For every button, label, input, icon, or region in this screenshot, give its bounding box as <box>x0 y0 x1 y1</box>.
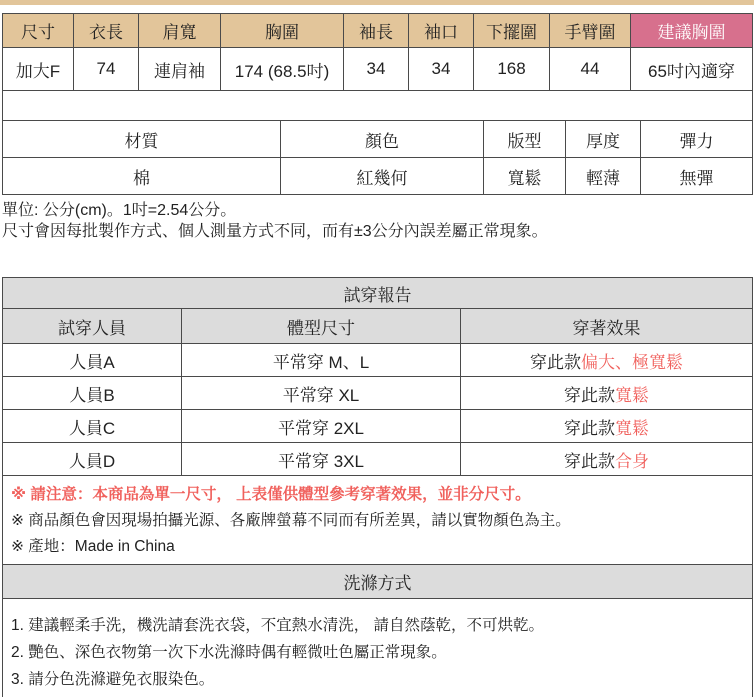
size-value-length: 74 <box>74 48 139 91</box>
color-difference-note: ※ 商品顏色會因現場拍攝光源、各廠牌螢幕不同而有所差異，請以實物顏色為主。 <box>11 512 571 529</box>
size-header-shoulder: 肩寬 <box>139 14 221 48</box>
size-value-arm: 44 <box>550 48 631 91</box>
product-notes-row <box>3 476 753 565</box>
spec-table-header-row <box>3 121 753 158</box>
fit-report-title: 試穿報告 <box>3 278 753 309</box>
washing-step-2: 2. 艷色、深色衣物第一次下水洗滌時偶有輕微吐色屬正常現象。 <box>11 644 447 661</box>
fit-effect-highlight: 偏大、極寬鬆 <box>581 352 683 372</box>
spec-value-material: 棉 <box>3 158 281 195</box>
size-header-sleeve-length: 袖長 <box>344 14 409 48</box>
size-value-recommended-bust: 65吋內適穿 <box>631 48 753 91</box>
size-value-cuff: 34 <box>409 48 474 91</box>
washing-title: 洗滌方式 <box>3 565 753 599</box>
spec-table-data-row <box>3 158 753 195</box>
size-table-data-row <box>3 48 753 91</box>
fit-report-row-d <box>3 443 753 476</box>
empty-spacer-cell <box>3 91 753 122</box>
size-header-arm: 手臂圍 <box>550 14 631 48</box>
size-header-cuff: 袖口 <box>409 14 474 48</box>
fit-header-effect: 穿著效果 <box>461 309 753 344</box>
fit-usual-size: 平常穿 3XL <box>182 443 461 476</box>
spec-table <box>2 120 753 195</box>
fit-report-header-row <box>3 309 753 344</box>
size-header-length: 衣長 <box>74 14 139 48</box>
size-header-recommended-bust: 建議胸圍 <box>631 14 753 48</box>
fit-effect <box>461 443 753 476</box>
size-table-header-row <box>3 14 753 48</box>
washing-step-1: 1. 建議輕柔手洗，機洗請套洗衣袋，不宜熱水清洗， 請自然蔭乾，不可烘乾。 <box>11 617 545 634</box>
fit-effect-prefix: 穿此款 <box>530 352 581 372</box>
size-table <box>2 13 753 121</box>
fit-effect <box>461 377 753 410</box>
top-strip-decoration <box>0 0 754 5</box>
spec-header-thickness: 厚度 <box>566 121 641 158</box>
fit-effect-prefix: 穿此款 <box>564 385 615 405</box>
washing-steps-row <box>3 599 753 697</box>
single-size-warning: ※ 請注意：本商品為單一尺寸， 上表僅供體型參考穿著效果，並非分尺寸。 <box>11 486 531 503</box>
fit-person: 人員A <box>3 344 182 377</box>
washing-steps <box>3 599 753 697</box>
washing-title-row <box>3 565 753 599</box>
fit-header-body-size: 體型尺寸 <box>182 309 461 344</box>
fit-usual-size: 平常穿 M、L <box>182 344 461 377</box>
unit-note-line1: 單位: 公分(cm)。1吋=2.54公分。 <box>2 202 237 219</box>
spec-header-stretch: 彈力 <box>641 121 753 158</box>
fit-effect-prefix: 穿此款 <box>564 451 615 471</box>
size-header-bust: 胸圍 <box>221 14 344 48</box>
fit-header-person: 試穿人員 <box>3 309 182 344</box>
fit-report-title-row <box>3 278 753 309</box>
fit-report-row-b <box>3 377 753 410</box>
size-value-bust: 174 (68.5吋) <box>221 48 344 91</box>
size-header-hem: 下擺圍 <box>474 14 550 48</box>
product-notes <box>3 476 753 565</box>
fit-usual-size: 平常穿 XL <box>182 377 461 410</box>
spec-value-stretch: 無彈 <box>641 158 753 195</box>
size-value-hem: 168 <box>474 48 550 91</box>
fit-effect-highlight: 合身 <box>615 451 649 471</box>
fit-effect <box>461 410 753 443</box>
washing-step-3: 3. 請分色洗滌避免衣服染色。 <box>11 671 215 688</box>
spec-value-thickness: 輕薄 <box>566 158 641 195</box>
fit-usual-size: 平常穿 2XL <box>182 410 461 443</box>
spec-header-material: 材質 <box>3 121 281 158</box>
spec-value-color: 紅幾何 <box>281 158 484 195</box>
fit-effect-highlight: 寬鬆 <box>615 385 649 405</box>
spec-header-color: 顏色 <box>281 121 484 158</box>
origin-note: ※ 產地：Made in China <box>11 538 175 555</box>
fit-effect <box>461 344 753 377</box>
fit-report-table <box>2 277 753 697</box>
unit-note-line2: 尺寸會因每批製作方式、個人測量方式不同，而有±3公分內誤差屬正常現象。 <box>2 223 548 240</box>
fit-report-row-a <box>3 344 753 377</box>
fit-person: 人員B <box>3 377 182 410</box>
size-value-sleeve-length: 34 <box>344 48 409 91</box>
fit-report-row-c <box>3 410 753 443</box>
fit-effect-highlight: 寬鬆 <box>615 418 649 438</box>
fit-person: 人員D <box>3 443 182 476</box>
size-value-shoulder: 連肩袖 <box>139 48 221 91</box>
fit-person: 人員C <box>3 410 182 443</box>
unit-notes <box>2 200 754 242</box>
size-value-size: 加大F <box>3 48 74 91</box>
spec-value-fit: 寬鬆 <box>484 158 566 195</box>
fit-effect-prefix: 穿此款 <box>564 418 615 438</box>
size-header-size: 尺寸 <box>3 14 74 48</box>
size-table-empty-row <box>3 91 753 122</box>
spec-header-fit: 版型 <box>484 121 566 158</box>
